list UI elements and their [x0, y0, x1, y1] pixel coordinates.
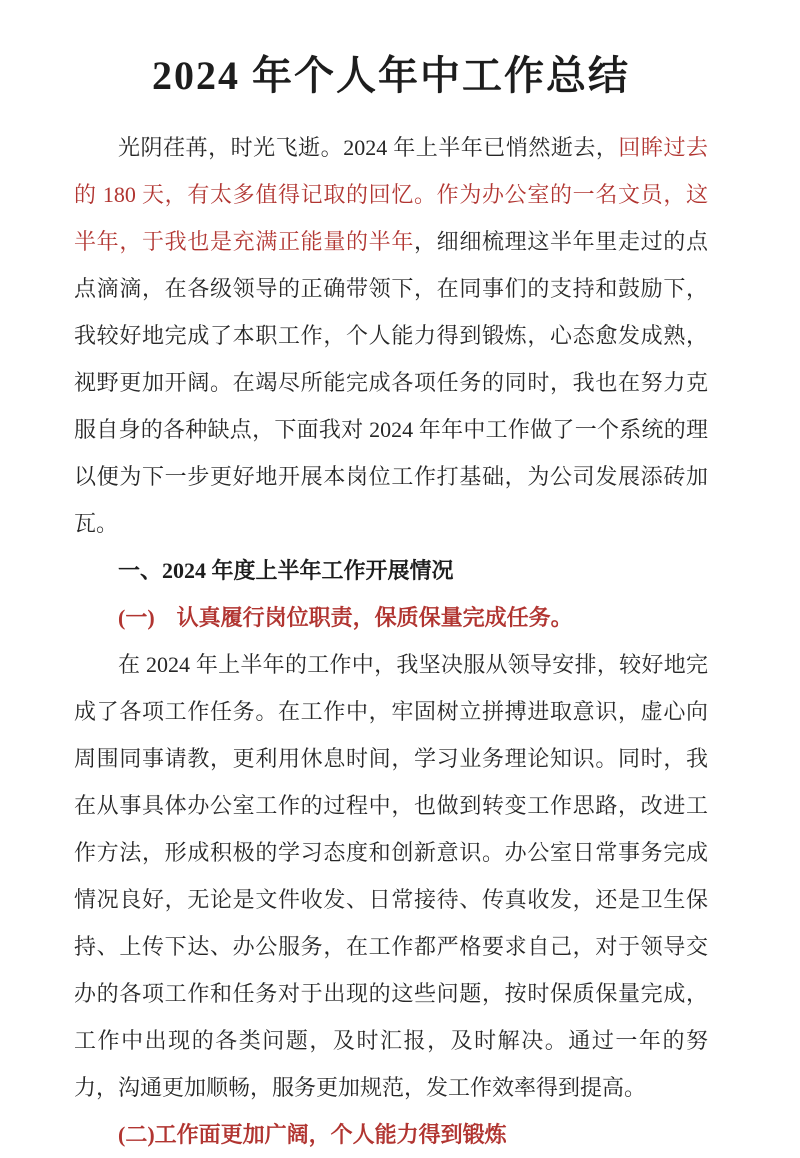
paragraph-body: 在 2024 年上半年的工作中，我坚决服从领导安排，较好地完成了各项工作任务。在工作中，牢固树立拼搏进取意识，虚心向周围同事请教，更利用休息时间，学习业务理论知识。同时，我在从事具体办公室工作的过程中，也做到转变工作思路，改进工作方法，形成积极的学习态度和创新意识。办公室日常事务完成情况良好，无论是文件收发、日常接待、传真收发，还是卫生保持、上传下达、办公服务，在工作都严格要求自己，对于领导交办的各项工作和任务对于出现的这些问题，按时保质保量完成，工作中出现的各类问题，及时汇报，及时解决。通过一年的努力，沟通更加顺畅，服务更加规范，发工作效率得到提高。	[74, 652, 708, 1100]
section-heading-1: 一、2024 年度上半年工作开展情况	[118, 558, 454, 583]
intro-segment-black-1: 光阴荏苒，时光飞逝。2024 年上半年已悄然逝去，	[118, 135, 619, 160]
subsection-heading-1: (一) 认真履行岗位职责，保质保量完成任务。	[118, 605, 573, 630]
document-title: 2024 年个人年中工作总结	[152, 53, 630, 98]
paragraph-intro	[74, 124, 708, 547]
subsection-heading-2: (二)工作面更加广阔，个人能力得到锻炼	[118, 1122, 507, 1147]
intro-segment-red: 回眸过去的 180 天，有太多值得记取的回忆。作为办公室的一名文员，这半年，于我也是充满正能量的半年	[74, 135, 708, 254]
intro-segment-black-2: ，细细梳理这半年里走过的点点滴滴，在各级领导的正确带领下，在同事们的支持和鼓励下，我较好地完成了本职工作，个人能力得到锻炼，心态愈发成熟，视野更加开阔。在竭尽所能完成各项任务的同时，我也在努力克服自身的各种缺点，下面我对 2024 年年中工作做了一个系统的理以便为下一步更好地开展本岗位工作打基础，为公司发展添砖加瓦。	[74, 229, 708, 536]
